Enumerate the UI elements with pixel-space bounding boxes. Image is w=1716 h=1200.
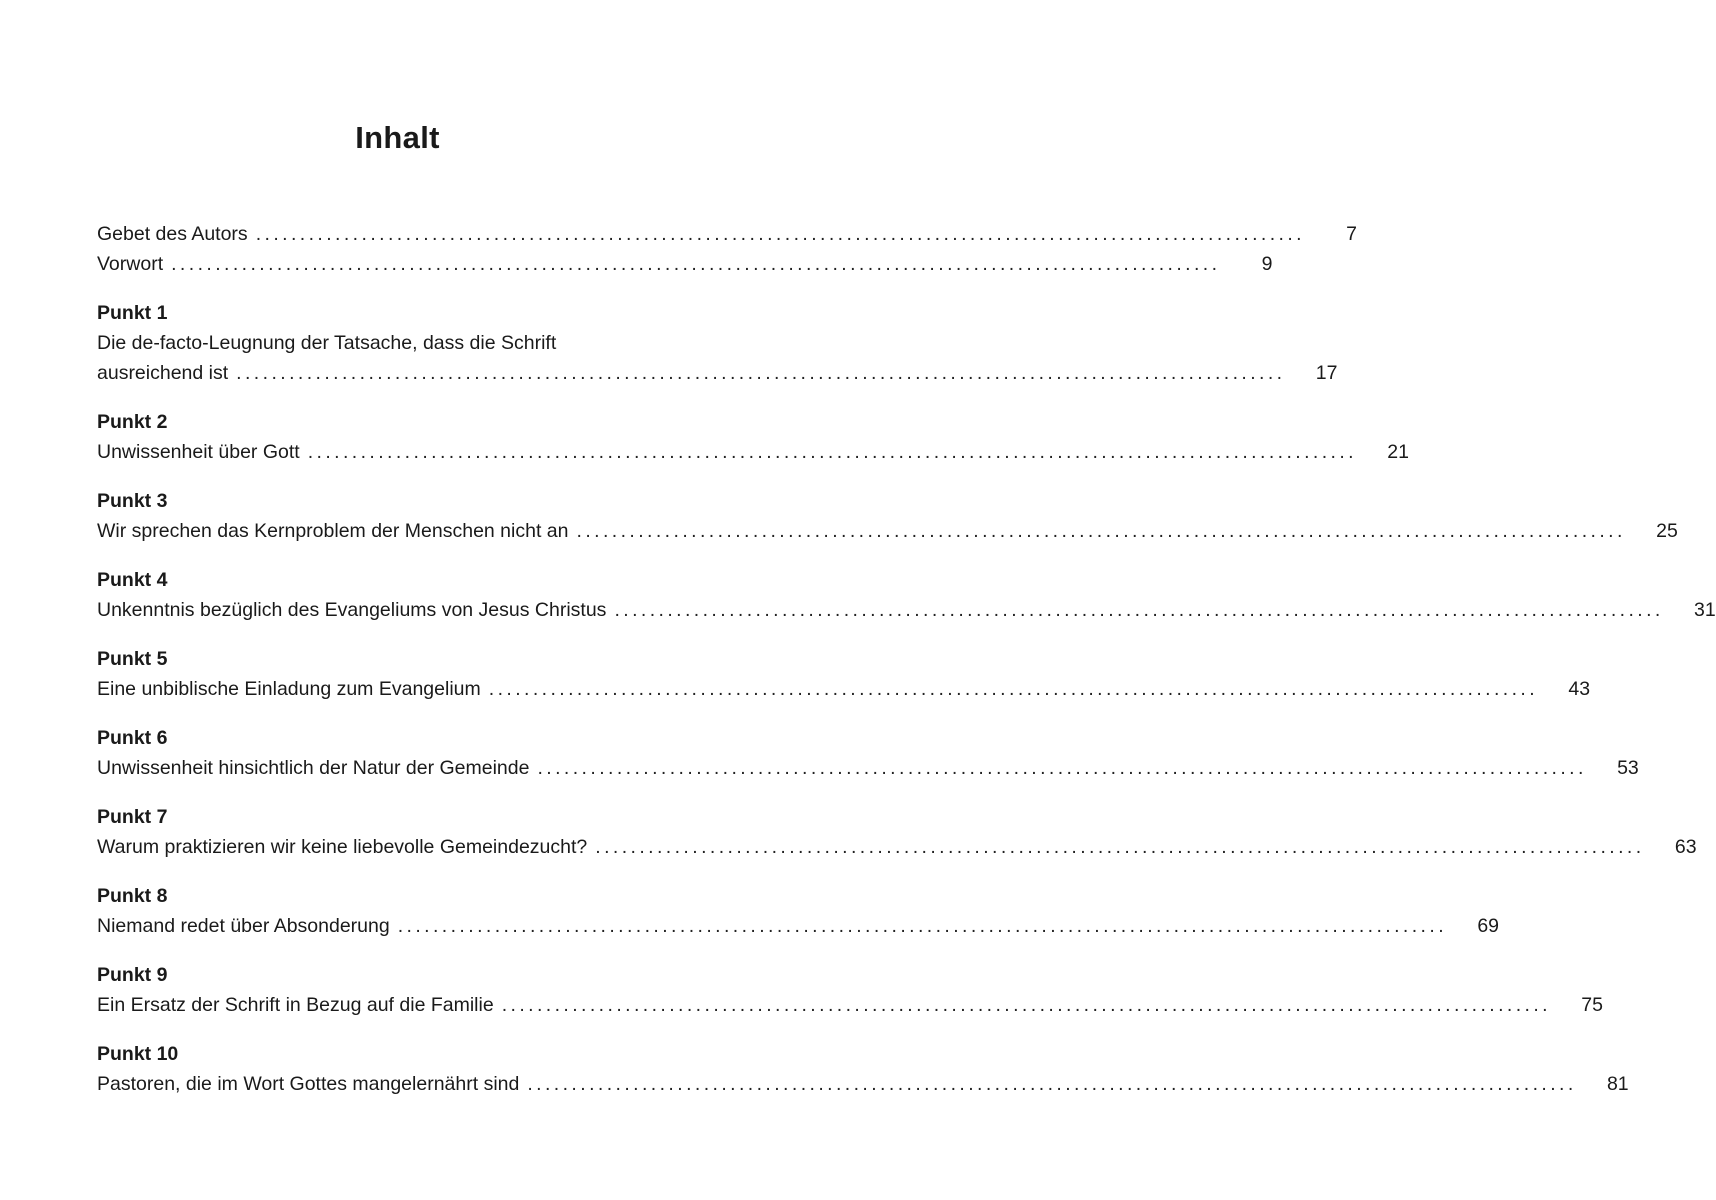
toc-entry bbox=[97, 911, 1500, 941]
toc-page-number: 25 bbox=[1656, 520, 1678, 542]
toc-entry bbox=[97, 674, 1591, 704]
toc-entry bbox=[97, 516, 1678, 546]
toc-entry-title: Vorwort bbox=[97, 253, 164, 275]
toc-section bbox=[97, 644, 1591, 704]
section-heading: Punkt 3 bbox=[97, 490, 168, 512]
toc-entry bbox=[97, 990, 1603, 1020]
toc-entry-title: Warum praktizieren wir keine liebevolle Gemeindezucht? bbox=[97, 836, 588, 858]
section-heading: Punkt 10 bbox=[97, 1043, 179, 1065]
toc-page-number: 43 bbox=[1568, 678, 1591, 700]
dot-leader: ....................................................................................................................... bbox=[255, 223, 1305, 245]
page-title: Inhalt bbox=[355, 120, 440, 155]
toc-entry-title: Niemand redet über Absonderung bbox=[97, 915, 390, 937]
toc-page-number: 81 bbox=[1606, 1073, 1629, 1095]
toc-entry bbox=[97, 753, 1639, 783]
table-of-contents bbox=[97, 219, 1716, 1099]
dot-leader: ....................................................................................................................... bbox=[488, 678, 1539, 700]
dot-leader: ....................................................................................................................... bbox=[397, 915, 1448, 937]
toc-section bbox=[97, 298, 1338, 388]
toc-entry-title: Pastoren, die im Wort Gottes mangelernährt sind bbox=[97, 1073, 520, 1095]
toc-section bbox=[97, 960, 1603, 1020]
toc-page-number: 31 bbox=[1694, 599, 1716, 621]
dot-leader: ....................................................................................................................... bbox=[501, 994, 1551, 1016]
dot-leader: ....................................................................................................................... bbox=[537, 757, 1587, 779]
toc-page-number: 69 bbox=[1477, 915, 1500, 937]
toc-entry-title: Unwissenheit hinsichtlich der Natur der Gemeinde bbox=[97, 757, 530, 779]
toc-page-number: 21 bbox=[1387, 441, 1409, 463]
toc-page-number: 53 bbox=[1617, 757, 1639, 779]
section-heading: Punkt 8 bbox=[97, 885, 168, 907]
toc-section bbox=[97, 802, 1697, 862]
section-heading: Punkt 2 bbox=[97, 411, 168, 433]
toc-entry-title: Unkenntnis bezüglich des Evangeliums von Jesus Christus bbox=[97, 599, 607, 621]
toc-entry bbox=[97, 1069, 1629, 1099]
toc-page-number: 7 bbox=[1346, 223, 1357, 245]
section-heading: Punkt 9 bbox=[97, 964, 168, 986]
toc-page-number: 17 bbox=[1315, 362, 1338, 384]
toc-section bbox=[97, 881, 1500, 941]
toc-entry-title: ausreichend ist bbox=[97, 362, 229, 384]
toc-section bbox=[97, 565, 1716, 625]
toc-entry-title: Wir sprechen das Kernproblem der Menschen nicht an bbox=[97, 520, 569, 542]
front-matter bbox=[97, 219, 1357, 279]
section-heading: Punkt 4 bbox=[97, 569, 168, 591]
toc-section bbox=[97, 723, 1639, 783]
toc-entry bbox=[97, 358, 1338, 388]
toc-entry-title: Eine unbiblische Einladung zum Evangelium bbox=[97, 678, 481, 700]
section-heading: Punkt 6 bbox=[97, 727, 168, 749]
toc-section bbox=[97, 407, 1409, 467]
toc-entry bbox=[97, 595, 1716, 625]
toc-entry-title-line: Die de-facto-Leugnung der Tatsache, dass die Schrift bbox=[97, 332, 557, 354]
toc-entry bbox=[97, 249, 1273, 279]
dot-leader: ....................................................................................................................... bbox=[527, 1073, 1577, 1095]
toc-page-number: 75 bbox=[1581, 994, 1603, 1016]
dot-leader: ....................................................................................................................... bbox=[307, 441, 1357, 463]
dot-leader: ....................................................................................................................... bbox=[576, 520, 1626, 542]
toc-entry-title: Ein Ersatz der Schrift in Bezug auf die Familie bbox=[97, 994, 494, 1016]
toc-page-number: 63 bbox=[1674, 836, 1697, 858]
dot-leader: ....................................................................................................................... bbox=[595, 836, 1645, 858]
toc-page-number: 9 bbox=[1261, 253, 1273, 275]
toc-entry-title: Gebet des Autors bbox=[97, 223, 248, 245]
toc-section bbox=[97, 1039, 1629, 1099]
dot-leader: ....................................................................................................................... bbox=[614, 599, 1664, 621]
section-heading: Punkt 7 bbox=[97, 806, 168, 828]
section-heading: Punkt 5 bbox=[97, 648, 168, 670]
toc-entry-title: Unwissenheit über Gott bbox=[97, 441, 300, 463]
dot-leader: ....................................................................................................................... bbox=[171, 253, 1221, 275]
toc-entry bbox=[97, 437, 1409, 467]
toc-section bbox=[97, 486, 1678, 546]
toc-entry bbox=[97, 219, 1357, 249]
toc-entry bbox=[97, 832, 1697, 862]
section-heading: Punkt 1 bbox=[97, 302, 168, 324]
dot-leader: ....................................................................................................................... bbox=[236, 362, 1286, 384]
